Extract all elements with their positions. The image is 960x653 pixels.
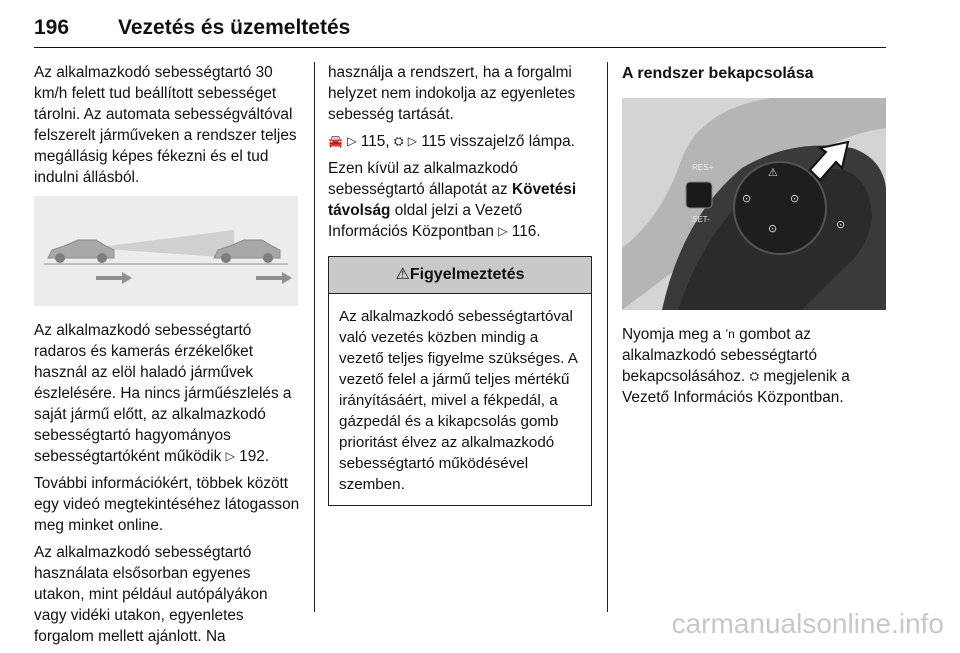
svg-text:RES+: RES+ — [692, 163, 714, 172]
paragraph: használja a rendszert, ha a forgalmi helyzet nem indokolja az egyenletes sebesség tartását. — [328, 64, 576, 123]
column-divider — [314, 62, 315, 612]
following-distance-icon: ⊙ — [836, 219, 846, 231]
warning-text: Az alkalmazkodó sebességtartóval való vezetés közben mindig a vezető teljes figyelme szükséges. A vezető felel a jármű teljes mértékű irányításáért, mivel a fékpedál, a gázpedál és a kikapcsolás gomb prioritást élvez az alkalmazkodó sebességtartó működésével szemben. — [339, 308, 578, 493]
paragraph: További információkért, többek között egy videó megtekintéséhez látogasson meg minket online. — [34, 475, 300, 534]
column-2 — [328, 62, 594, 506]
cruise-rocker-switch — [686, 182, 712, 208]
cruise-control-icon: ⊙ — [742, 193, 752, 205]
following-distance-label: Követési távolság — [328, 181, 577, 219]
svg-text:SET-: SET- — [692, 215, 710, 224]
subsection-heading: A rendszer bekapcsolása — [622, 65, 814, 82]
warning-triangle-icon: ⚠ — [395, 266, 410, 283]
paragraph: Az alkalmazkodó sebességtartó használata elsősorban egyenes utakon, mint például autópályákon vagy vidéki utakon, egyenletes forgalom mellett ajánlott. Na — [34, 544, 268, 645]
page-reference-icon: ▷ — [347, 134, 357, 148]
paragraph: Nyomja meg a ʼn gombot az alkalmazkodó sebességtartó bekapcsolásához. ⛭ megjelenik a Vezető Információs Központban. — [622, 326, 850, 406]
steering-wheel-controls-image — [622, 98, 886, 310]
res-plus-button — [692, 163, 713, 172]
car-indicator-icon: 🚘 — [328, 134, 343, 148]
column-1 — [34, 62, 302, 653]
adaptive-cruise-indicator-icon: ⛭ — [749, 369, 760, 383]
radar-illustration — [34, 196, 298, 306]
lane-keep-icon: ⚠ — [768, 167, 778, 179]
header-rule — [34, 47, 886, 48]
watermark: carmanualsonline.info — [671, 608, 944, 639]
indicator-references: 🚘 ▷ 115, ⛭ ▷ 115 visszajelző lámpa. — [328, 133, 575, 150]
radar-diagram — [34, 196, 298, 306]
set-minus-button — [692, 215, 710, 224]
page-reference-icon: ▷ — [407, 134, 417, 148]
speed-limiter-icon: ⊙ — [768, 223, 778, 235]
page-header — [34, 16, 886, 52]
button-cluster — [734, 162, 826, 254]
cruise-indicator-icon: ⛭ — [393, 134, 404, 148]
adaptive-cruise-icon: ⊙ — [790, 193, 800, 205]
paragraph: Az alkalmazkodó sebességtartó radaros és kamerás érzékelőket használ az elöl haladó járművek észlelésére. Ha nincs járműészlelés a saját jármű előtt, az alkalmazkodó sebességtartó hagyományos sebességtartóként működik ▷ 192. — [34, 322, 292, 465]
page-reference-icon: ▷ — [498, 224, 508, 238]
warning-box — [328, 256, 592, 506]
warning-header: ⚠Figyelmeztetés — [329, 257, 591, 294]
column-divider — [607, 62, 608, 612]
paragraph: Az alkalmazkodó sebességtartó 30 km/h felett tud beállított sebességet tárolni. Az automata sebességváltóval felszerelt járműveken a rendszer teljes megállásig képes fékezni és el tud indulni állásból. — [34, 64, 297, 186]
page-number: 196 — [34, 16, 70, 39]
steering-wheel-photo — [622, 98, 886, 310]
adaptive-cruise-button-icon: ʼn — [725, 327, 735, 341]
paragraph: Ezen kívül az alkalmazkodó sebességtartó állapotát az Követési távolság oldal jelzi a Vezető Információs Központban ▷ 116. — [328, 160, 577, 240]
column-3 — [622, 62, 886, 414]
section-title: Vezetés és üzemeltetés — [118, 16, 351, 39]
page-reference-icon: ▷ — [225, 449, 235, 463]
